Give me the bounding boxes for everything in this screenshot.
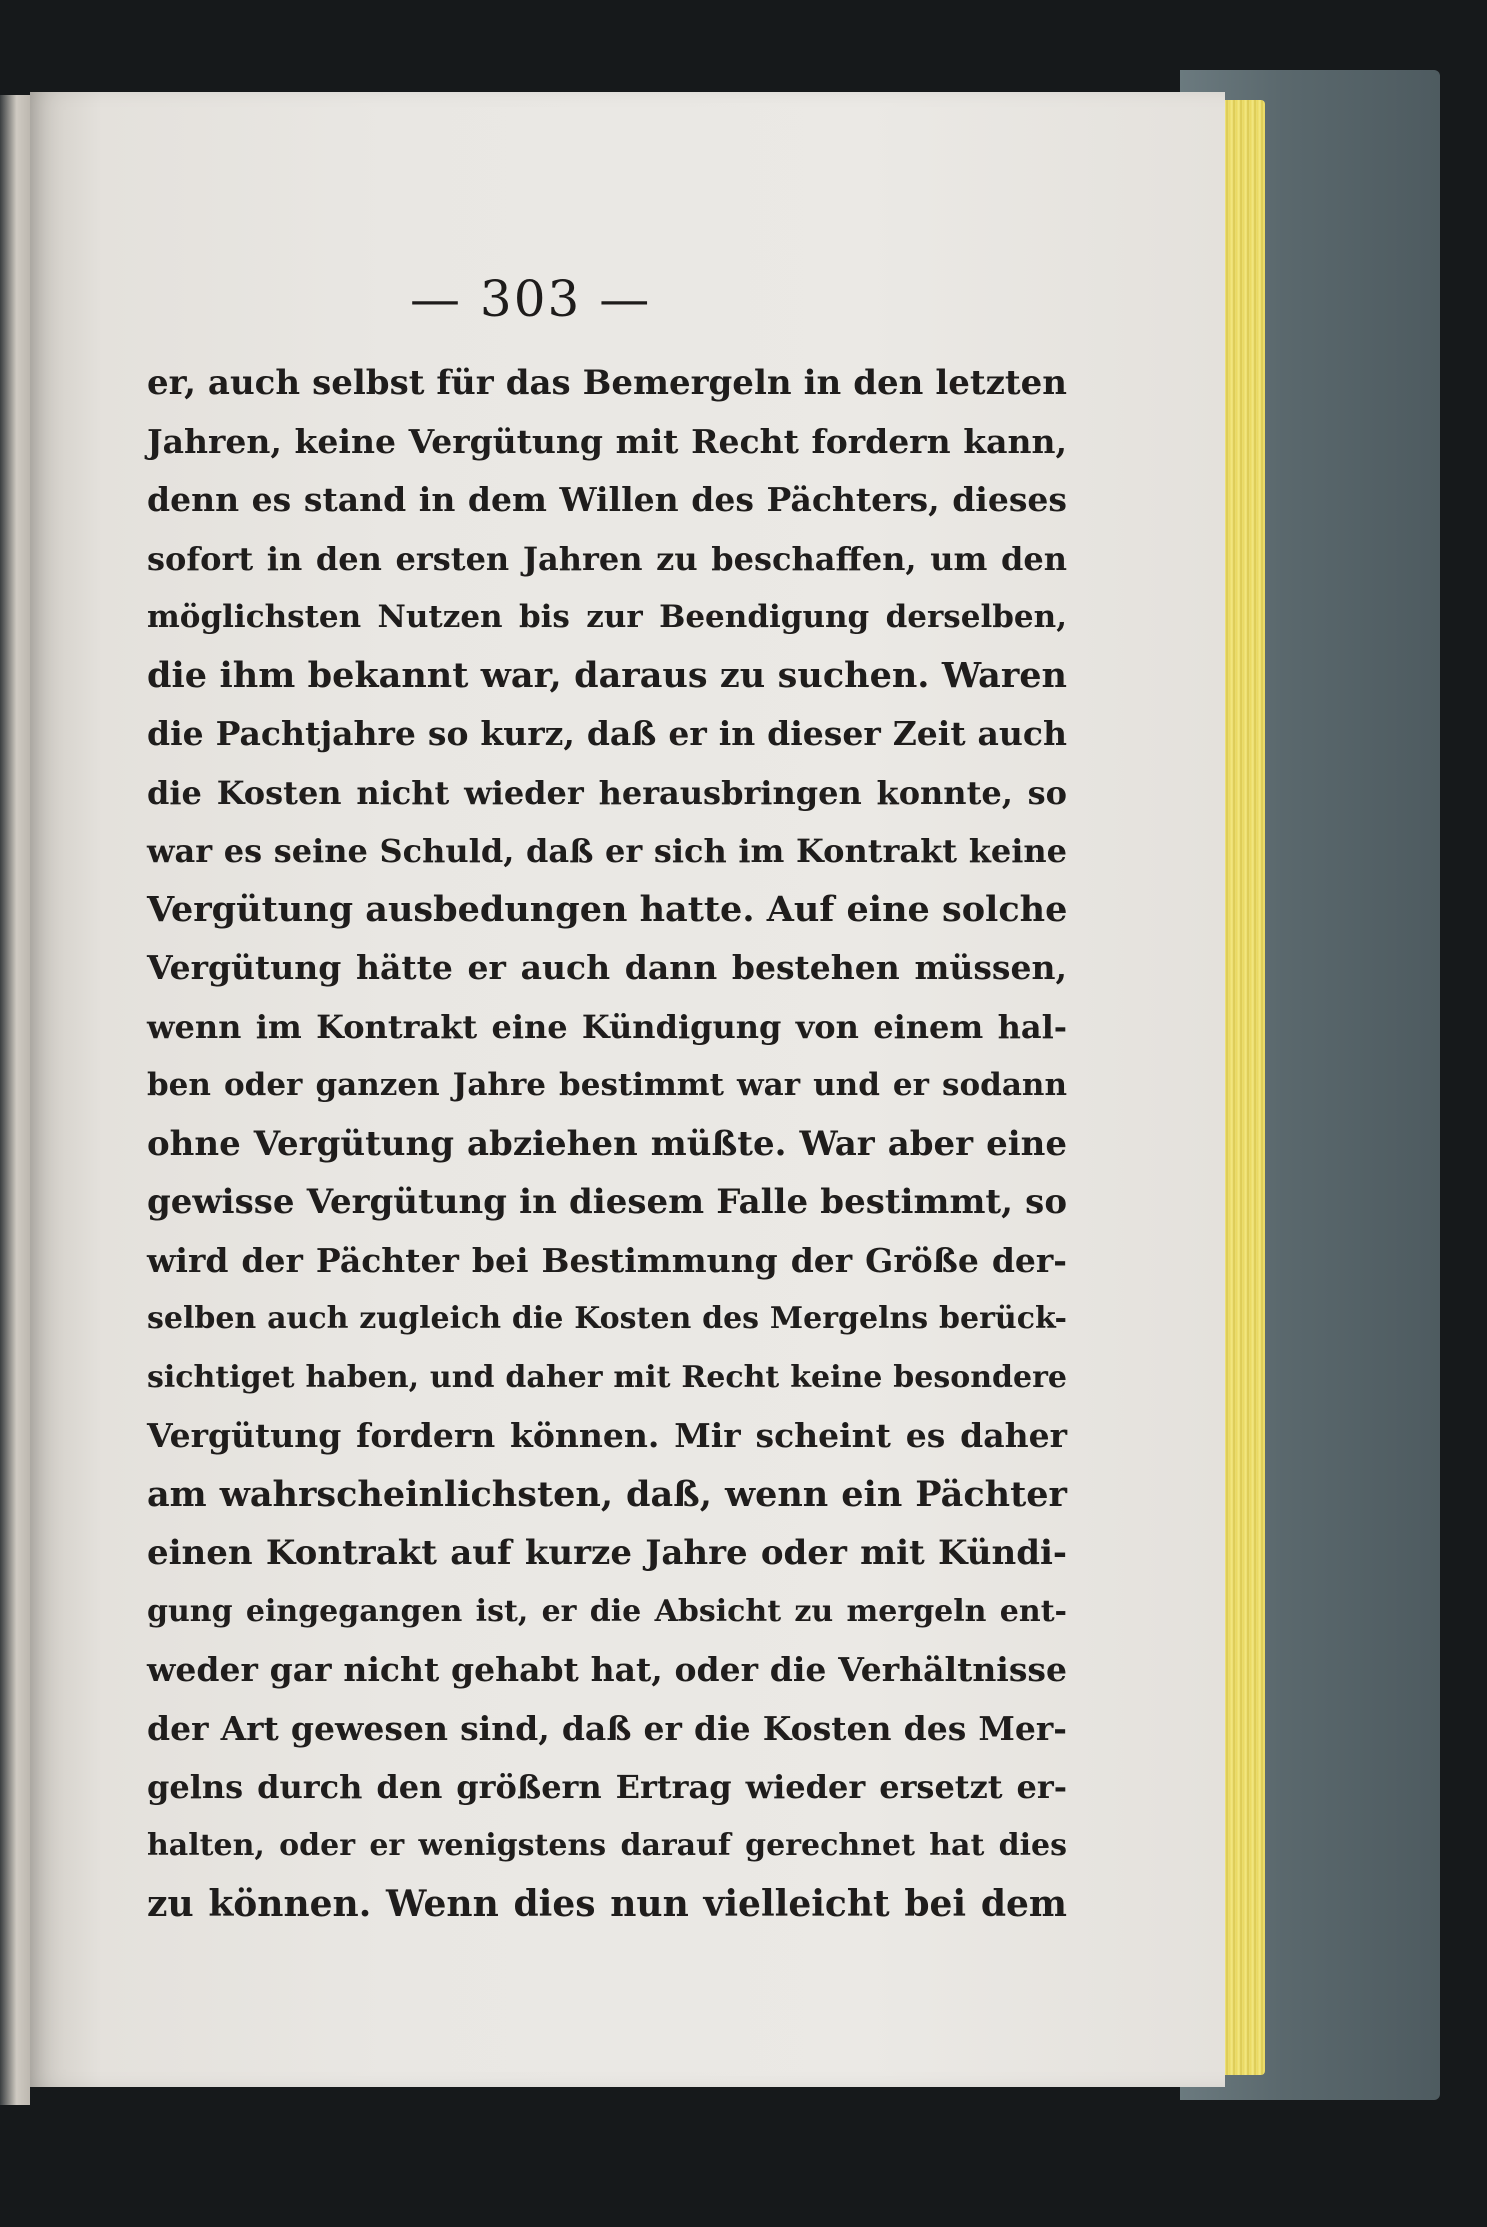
text-line: denn es stand in dem Willen des Pächters, dieses: [147, 480, 1067, 519]
text-line: möglichsten Nutzen bis zur Beendigung derselben,: [147, 599, 1067, 635]
text-line: ben oder ganzen Jahre bestimmt war und er sodann: [147, 1067, 1067, 1103]
text-line: wenn im Kontrakt eine Kündigung von einem hal-: [147, 1007, 1067, 1046]
text-line: Vergütung fordern können. Mir scheint es daher: [147, 1416, 1067, 1455]
text-line: ohne Vergütung abziehen müßte. War aber eine: [147, 1123, 1067, 1164]
text-line: sichtiget haben, und daher mit Recht keine besondere: [147, 1359, 1067, 1395]
text-line: selben auch zugleich die Kosten des Mergelns berück-: [147, 1301, 1067, 1336]
text-line: sofort in den ersten Jahren zu beschaffen, um den: [147, 539, 1067, 578]
text-line: er, auch selbst für das Bemergeln in den letzten: [147, 363, 1067, 403]
body-text: [147, 354, 1067, 1934]
page-number: — 303 —: [410, 270, 652, 328]
text-line: gewisse Vergütung in diesem Falle bestimmt, so: [147, 1182, 1067, 1222]
text-line: Jahren, keine Vergütung mit Recht fordern kann,: [147, 421, 1067, 461]
text-line: zu können. Wenn dies nun vielleicht bei dem: [147, 1883, 1067, 1925]
text-line: Vergütung hätte er auch dann bestehen müssen,: [147, 948, 1067, 987]
text-line: einen Kontrakt auf kurze Jahre oder mit Kündi-: [147, 1533, 1067, 1573]
text-line: die Pachtjahre so kurz, daß er in dieser Zeit auch: [147, 714, 1067, 753]
text-line: die ihm bekannt war, daraus zu suchen. Waren: [147, 654, 1067, 696]
text-line: gelns durch den größern Ertrag wieder ersetzt er-: [147, 1768, 1067, 1806]
text-line: halten, oder er wenigstens darauf gerechnet hat dies: [147, 1827, 1067, 1863]
text-line: weder gar nicht gehabt hat, oder die Verhältnisse: [147, 1650, 1067, 1689]
text-line: wird der Pächter bei Bestimmung der Größe der-: [147, 1240, 1067, 1280]
book-page: [30, 92, 1225, 2087]
text-line: gung eingegangen ist, er die Absicht zu mergeln ent-: [147, 1593, 1067, 1629]
text-line: Vergütung ausbedungen hatte. Auf eine solche: [147, 888, 1068, 930]
left-page-edge: [0, 95, 30, 2105]
text-line: die Kosten nicht wieder herausbringen konnte, so: [147, 773, 1067, 812]
text-line: der Art gewesen sind, daß er die Kosten des Mer-: [147, 1708, 1067, 1748]
text-line: am wahrscheinlichsten, daß, wenn ein Pächter: [147, 1473, 1067, 1515]
text-line: war es seine Schuld, daß er sich im Kontrakt keine: [147, 832, 1067, 870]
